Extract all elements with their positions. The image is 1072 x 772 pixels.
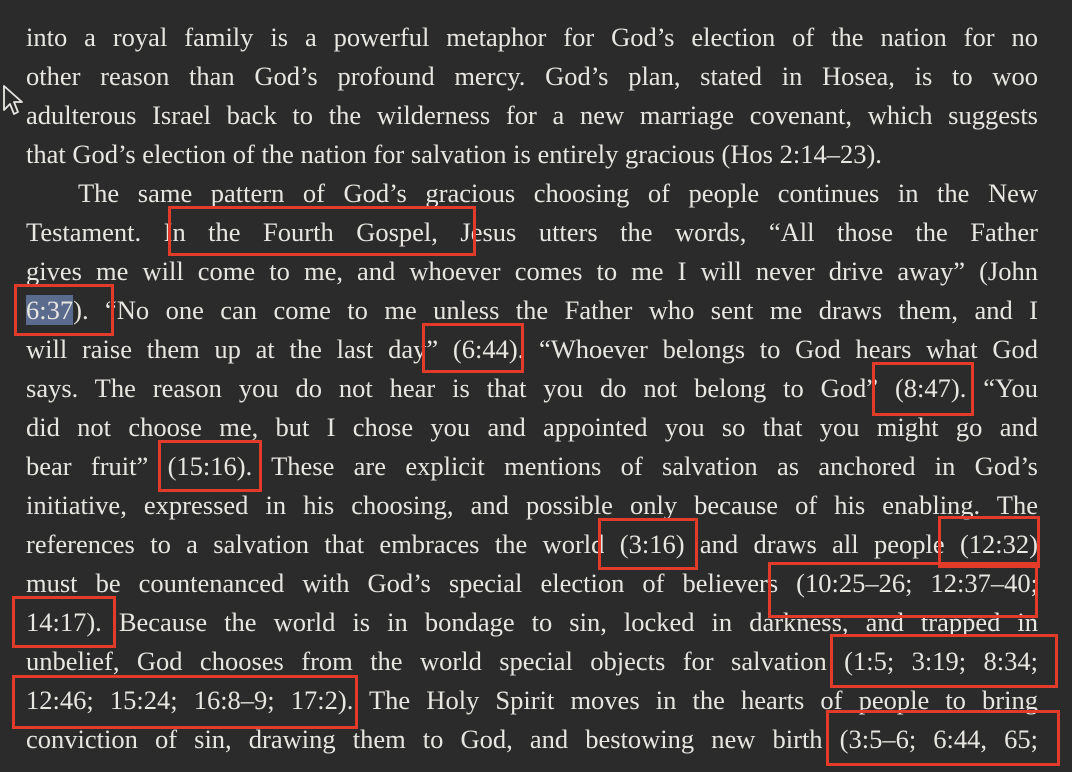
text-line: 12:46; 15:24; 16:8–9; 17:2). The Holy Spirit moves in the hearts of people to bring [26,685,1038,715]
text-line: adulterous Israel back to the wilderness for a new marriage covenant, which suggests [26,100,1038,130]
highlight-box-ref-12-32 [938,516,1040,568]
selected-text[interactable]: 6:37 [26,295,74,325]
text-line: conviction of sin, drawing them to God, and bestowing new birth (3:5–6; 6:44, 65; [26,724,1038,754]
text-line-with-selection [26,291,1038,330]
highlight-box-ref-6-44 [422,323,524,373]
highlight-box-fourth-gospel [168,206,476,256]
arrow-pointer-icon [2,84,24,120]
text-line: Testament. In the Fourth Gospel, Jesus utters the words, “All those the Father [26,217,1038,247]
highlight-box-ref-12-46 [12,675,358,729]
text-line: says. The reason you do not hear is that you do not belong to God” (8:47). “You [26,373,1038,403]
text-line-rest: ). “No one can come to me unless the Father who sent me draws them, and I [73,295,1038,325]
text-line: into a royal family is a powerful metaphor for God’s election of the nation for no [26,22,1038,52]
text-line: bear fruit” (15:16). These are explicit mentions of salvation as anchored in God’s [26,451,1038,481]
text-line: unbelief, God chooses from the world special objects for salvation (1:5; 3:19; 8:34; [26,646,1038,676]
text-line: will raise them up at the last day” (6:44). “Whoever belongs to God hears what God [26,334,1038,364]
highlight-box-ref-3-5 [826,710,1060,766]
text-line: that God’s election of the nation for salvation is entirely gracious (Hos 2:14–23). [26,139,882,169]
text-line: did not choose me, but I chose you and appointed you so that you might go and [26,412,1038,442]
highlight-box-ref-8-47 [872,362,974,416]
text-line: other reason than God’s profound mercy. God’s plan, stated in Hosea, is to woo [26,61,1038,91]
highlight-box-ref-14-17 [12,596,116,648]
text-line: gives me will come to me, and whoever comes to me I will never drive away” (John [26,256,1038,286]
highlight-box-ref-6-37 [14,284,114,336]
text-line: initiative, expressed in his choosing, and possible only because of his enabling. The [26,490,1038,520]
highlight-box-ref-1-5 [830,634,1058,688]
text-line: 14:17). Because the world is in bondage to sin, locked in darkness, and trapped in [26,607,1038,637]
highlight-box-ref-3-16 [598,518,698,570]
text-line: The same pattern of God’s gracious choosing of people continues in the New [78,178,1038,208]
text-line: references to a salvation that embraces the world (3:16) and draws all people (12:32) [26,529,1038,559]
highlight-box-ref-10-25 [768,562,1038,618]
highlight-box-ref-15-16 [158,440,262,492]
text-line: must be countenanced with God’s special election of believers (10:25–26; 12:37–40; [26,568,1038,598]
